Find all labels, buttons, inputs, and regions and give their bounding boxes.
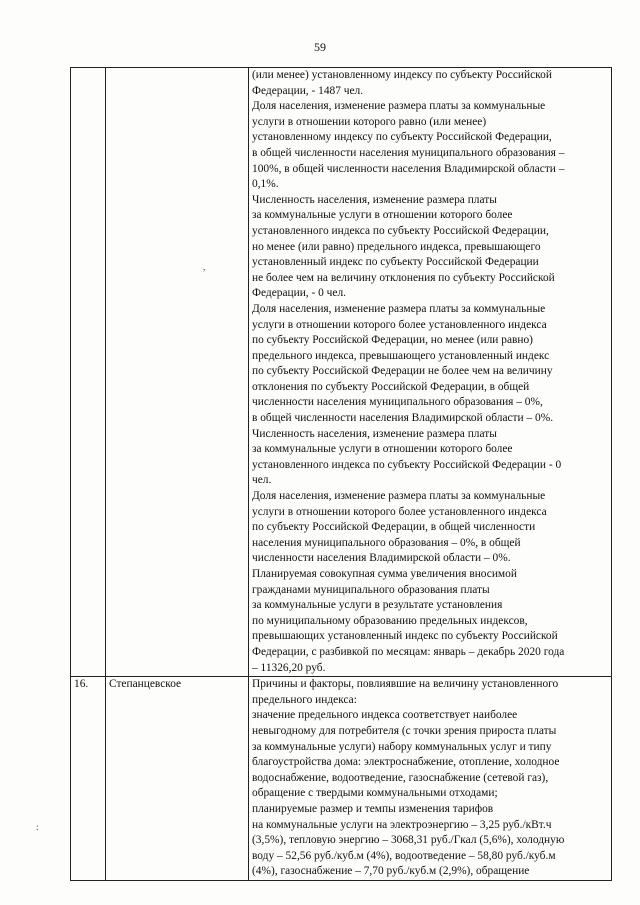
text-line: воду – 52,56 руб./куб.м (4%), водоотведение – 58,80 руб./куб.м — [252, 849, 556, 862]
text-line: предельного индекса, превышающего установленный индекс — [252, 349, 550, 362]
table-row — [71, 68, 612, 677]
text-line: отклонения по субъекту Российской Федерации, в общей — [252, 380, 530, 393]
text-line: за коммунальные услуги в отношении которого более — [252, 443, 513, 456]
text-line: услуги в отношении которого равно (или менее) — [252, 115, 487, 128]
municipality-name-cell — [106, 68, 249, 677]
text-line: по субъекту Российской Федерации, в общей численности — [252, 521, 536, 534]
text-line: Численность населения, изменение размера платы — [252, 193, 497, 206]
text-line: но менее (или равно) предельного индекса, превышающего — [252, 240, 541, 253]
text-line: установленного индекса по субъекту Российской Федерации - 0 — [252, 458, 562, 471]
text-line: в общей численности населения муниципального образования – — [252, 146, 565, 159]
text-line: не более чем на величину отклонения по субъекту Российской — [252, 271, 555, 284]
description-text — [252, 677, 608, 880]
row-number-cell — [71, 68, 106, 677]
text-line: (4%), газоснабжение – 7,70 руб./куб.м (2,9%), обращение — [252, 865, 530, 878]
text-line: численности населения муниципального образования – 0%, — [252, 396, 543, 409]
text-line: 100%, в общей численности населения Владимирской области – — [252, 162, 565, 175]
text-line: Федерации, с разбивкой по месяцам: январь – декабрь 2020 года — [252, 645, 565, 658]
text-line: за коммунальные услуги в отношении которого более — [252, 209, 513, 222]
text-line: невыгодному для потребителя (с точки зрения прироста платы — [252, 724, 557, 737]
scan-speck: , — [203, 262, 206, 272]
description-text — [252, 68, 608, 676]
text-line: 0,1%. — [252, 178, 279, 191]
text-line: установленному индексу по субъекту Российской Федерации, — [252, 131, 552, 144]
data-table — [70, 67, 612, 881]
text-line: установленный индекс по субъекту Российской Федерации — [252, 256, 539, 269]
page-number: 59 — [314, 40, 326, 54]
text-line: услуги в отношении которого более установленного индекса — [252, 505, 547, 518]
text-line: по субъекту Российской Федерации не более чем на величину — [252, 365, 553, 378]
description-cell — [249, 68, 612, 677]
text-line: (или менее) установленному индексу по субъекту Российской — [252, 69, 552, 81]
text-line: Федерации, - 0 чел. — [252, 287, 346, 300]
text-line: Федерации, - 1487 чел. — [252, 84, 364, 97]
text-line: – 11326,20 руб. — [252, 661, 326, 674]
text-line: по муниципальному образованию предельных индексов, — [252, 614, 528, 627]
row-number-cell: 16. — [71, 677, 106, 881]
text-line: за коммунальные услуги) набору коммунальных услуг и типу — [252, 740, 552, 753]
text-line: на коммунальные услуги на электроэнергию – 3,25 руб./кВт.ч — [252, 818, 552, 831]
text-line: установленного индекса по субъекту Российской Федерации, — [252, 224, 549, 237]
text-line: (3,5%), тепловую энергию – 3068,31 руб./Гкал (5,6%), холодную — [252, 834, 565, 847]
description-cell — [249, 677, 612, 881]
text-line: Доля населения, изменение размера платы за коммунальные — [252, 100, 546, 113]
text-line: чел. — [252, 474, 272, 487]
text-line: населения муниципального образования – 0%, в общей — [252, 536, 521, 549]
table-row — [71, 677, 612, 881]
text-line: значение предельного индекса соответствует наиболее — [252, 709, 518, 722]
text-line: численности населения Владимирской области – 0%. — [252, 552, 511, 565]
text-line: обращение с твердыми коммунальными отходами; — [252, 787, 498, 800]
text-line: превышающих установленный индекс по субъекту Российской — [252, 630, 558, 643]
text-line: Причины и факторы, повлиявшие на величину установленного — [252, 678, 559, 691]
text-line: благоустройства дома: электроснабжение, отопление, холодное — [252, 756, 560, 769]
text-line: за коммунальные услуги в результате установления — [252, 599, 503, 612]
municipality-name-cell: Степанцевское — [106, 677, 249, 881]
text-line: Доля населения, изменение размера платы за коммунальные — [252, 302, 546, 315]
scan-speck: : — [36, 822, 39, 832]
text-line: Численность населения, изменение размера платы — [252, 427, 497, 440]
text-line: в общей численности населения Владимирской области – 0%. — [252, 412, 554, 425]
text-line: планируемые размер и темпы изменения тарифов — [252, 802, 494, 815]
text-line: предельного индекса: — [252, 693, 357, 706]
text-line: услуги в отношении которого более установленного индекса — [252, 318, 547, 331]
text-line: по субъекту Российской Федерации, но менее (или равно) — [252, 334, 533, 347]
text-line: гражданами муниципального образования платы — [252, 583, 490, 596]
text-line: Доля населения, изменение размера платы за коммунальные — [252, 490, 546, 503]
text-line: водоснабжение, водоотведение, газоснабжение (сетевой газ), — [252, 771, 549, 784]
text-line: Планируемая совокупная сумма увеличения вносимой — [252, 568, 517, 580]
